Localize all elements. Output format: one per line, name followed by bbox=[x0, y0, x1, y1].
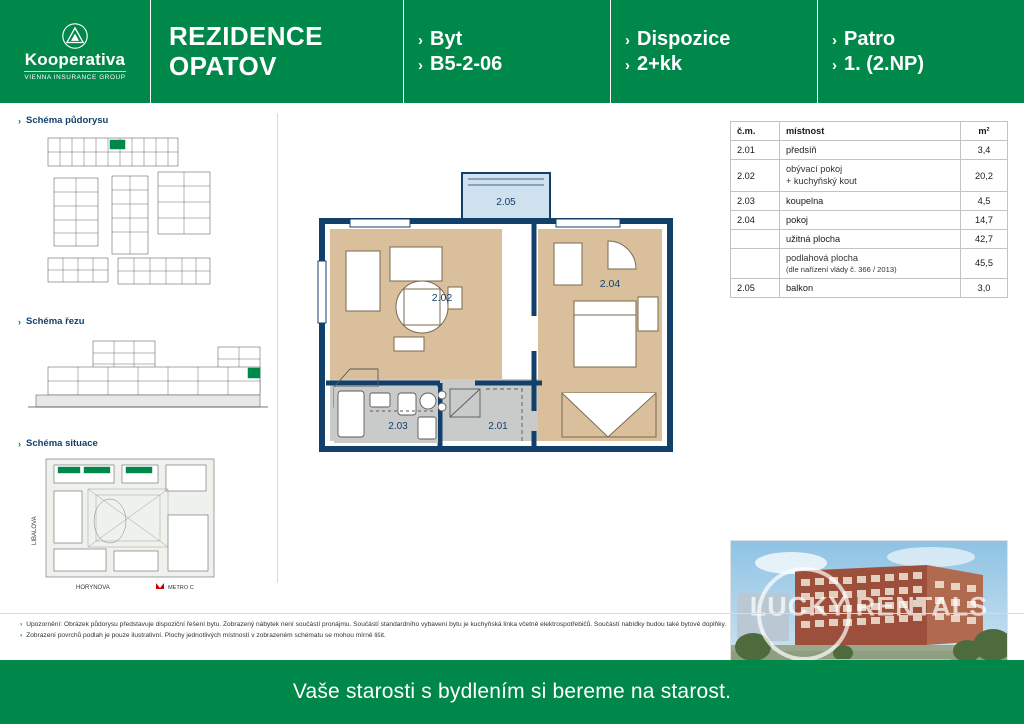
cell-number: 2.04 bbox=[731, 211, 780, 230]
project-title-line1: REZIDENCE bbox=[169, 21, 323, 52]
chevron-right-icon: › bbox=[832, 31, 837, 49]
column-divider bbox=[277, 113, 278, 583]
layout-value-row bbox=[625, 52, 817, 77]
metro-icon bbox=[156, 583, 164, 589]
floor-area-note: (dle nařízení vlády č. 366 / 2013) bbox=[786, 264, 897, 274]
chevron-right-icon: › bbox=[20, 621, 23, 628]
situation-street-left: LIBALOVA bbox=[32, 516, 38, 545]
cell-floor-area: 45,5 bbox=[961, 249, 1008, 279]
cell-area: 4,5 bbox=[961, 192, 1008, 211]
cell-usable-label: užitná plocha bbox=[780, 230, 961, 249]
floor-info bbox=[818, 0, 1024, 103]
chevron-right-icon: › bbox=[18, 316, 21, 327]
col-header-room: místnost bbox=[780, 122, 961, 141]
key-plan-floor bbox=[18, 132, 273, 312]
cell-floor-label bbox=[780, 249, 961, 279]
layout-label: Dispozice bbox=[637, 27, 731, 50]
cell-area: 20,2 bbox=[961, 160, 1008, 192]
note-text: Upozornění: Obrázek půdorysu představuje dispoziční řešení bytu. Zobrazený nábytek není součástí pronájmu. Součástí standardního vybavení bytu je kuchyňská linka včetně elektrospotřebičů. Součástí nabídky budou také bytové doplňky. bbox=[26, 621, 727, 628]
note-item bbox=[20, 631, 1004, 641]
cell-room: koupelna bbox=[780, 192, 961, 211]
chevron-right-icon: › bbox=[18, 438, 21, 449]
apartment-floorplan-svg bbox=[290, 111, 710, 601]
project-title bbox=[151, 0, 404, 103]
chevron-right-icon: › bbox=[18, 115, 21, 126]
brand-name: Kooperativa bbox=[24, 49, 126, 69]
unit-info bbox=[404, 0, 611, 103]
chevron-right-icon: › bbox=[832, 56, 837, 74]
cell-room: předsíň bbox=[780, 141, 961, 160]
cell-usable-area: 42,7 bbox=[961, 230, 1008, 249]
room-label-2-01: 2.01 bbox=[488, 421, 508, 432]
table-row-usable-area bbox=[731, 230, 1008, 249]
col-header-number: č.m. bbox=[731, 122, 780, 141]
page-footer bbox=[0, 660, 1024, 724]
key-plan-situation-svg bbox=[18, 455, 268, 595]
project-title-line2: OPATOV bbox=[169, 50, 277, 81]
photo-watermark: LUCKY RENTALS bbox=[749, 591, 989, 622]
floor-value-row bbox=[832, 52, 1024, 77]
section-title-floorplan-label: Schéma půdorysu bbox=[26, 115, 109, 126]
section-title-section-label: Schéma řezu bbox=[26, 316, 85, 327]
cell-area: 14,7 bbox=[961, 211, 1008, 230]
section-title-section bbox=[18, 316, 273, 327]
table-row bbox=[731, 192, 1008, 211]
cell-number: 2.01 bbox=[731, 141, 780, 160]
unit-value-row bbox=[418, 52, 610, 77]
cell-room: balkon bbox=[780, 278, 961, 297]
situation-metro-label: METRO C bbox=[168, 585, 194, 591]
table-row bbox=[731, 160, 1008, 192]
page-header bbox=[0, 0, 1024, 103]
room-label-2-05: 2.05 bbox=[496, 197, 516, 208]
unit-value: B5-2-06 bbox=[430, 52, 503, 75]
cell-area: 3,4 bbox=[961, 141, 1008, 160]
cell-room-line2: + kuchyňský kout bbox=[786, 175, 857, 186]
room-label-2-03: 2.03 bbox=[388, 421, 408, 432]
cell-number: 2.02 bbox=[731, 160, 780, 192]
table-row-floor-area bbox=[731, 249, 1008, 279]
table-row bbox=[731, 141, 1008, 160]
apartment-floorplan bbox=[290, 111, 710, 601]
note-text: Zobrazení povrchů podlah je pouze ilustrativní. Plochy jednotlivých místností v zobrazeném schématu se mohou mírně lišit. bbox=[26, 631, 386, 639]
layout-info bbox=[611, 0, 818, 103]
chevron-right-icon: › bbox=[20, 631, 23, 639]
key-plan-section-svg bbox=[18, 333, 268, 429]
note-item bbox=[20, 620, 1004, 630]
floor-label-row bbox=[832, 27, 1024, 52]
room-label-2-04: 2.04 bbox=[599, 278, 621, 290]
room-schedule bbox=[730, 121, 1008, 298]
key-plan-floor-svg bbox=[18, 132, 268, 307]
cell-number: 2.03 bbox=[731, 192, 780, 211]
cell-area: 3,0 bbox=[961, 278, 1008, 297]
footer-slogan: Vaše starosti s bydlením si bereme na starost. bbox=[292, 680, 732, 703]
layout-value: 2+kk bbox=[637, 52, 683, 75]
situation-street-bottom: HORYNOVA bbox=[76, 585, 110, 591]
unit-label: Byt bbox=[430, 27, 463, 50]
chevron-right-icon: › bbox=[625, 56, 630, 74]
room-schedule-table bbox=[730, 121, 1008, 298]
cell-room: pokoj bbox=[780, 211, 961, 230]
table-header-row bbox=[731, 122, 1008, 141]
room-bathroom bbox=[334, 387, 438, 443]
cell-number-empty bbox=[731, 249, 780, 279]
table-row bbox=[731, 211, 1008, 230]
key-plan-section bbox=[18, 333, 273, 434]
unit-label-row bbox=[418, 27, 610, 52]
floor-value: 1. (2.NP) bbox=[844, 52, 925, 75]
brand-subtitle: VIENNA INSURANCE GROUP bbox=[24, 71, 125, 81]
cell-room bbox=[780, 160, 961, 192]
disclaimer-notes bbox=[0, 613, 1024, 660]
kooperativa-triangle-icon bbox=[62, 23, 88, 49]
cell-number-empty bbox=[731, 230, 780, 249]
table-row-balcony bbox=[731, 278, 1008, 297]
floor-label: Patro bbox=[844, 27, 896, 50]
brand-logo bbox=[0, 0, 151, 103]
chevron-right-icon: › bbox=[418, 56, 423, 74]
key-plan-situation bbox=[18, 455, 273, 600]
section-title-situation-label: Schéma situace bbox=[26, 438, 98, 449]
section-title-situation bbox=[18, 438, 273, 449]
col-header-area: m² bbox=[961, 122, 1008, 141]
room-label-2-02: 2.02 bbox=[431, 292, 453, 304]
schematics-column bbox=[18, 115, 273, 595]
chevron-right-icon: › bbox=[625, 31, 630, 49]
chevron-right-icon: › bbox=[418, 31, 423, 49]
layout-label-row bbox=[625, 27, 817, 52]
section-title-floorplan bbox=[18, 115, 273, 126]
floor-area-label: podlahová plocha bbox=[786, 253, 859, 263]
cell-number: 2.05 bbox=[731, 278, 780, 297]
sheet-body bbox=[0, 103, 1024, 622]
room-balcony bbox=[462, 173, 550, 221]
cell-room-line1: obývací pokoj bbox=[786, 164, 843, 174]
